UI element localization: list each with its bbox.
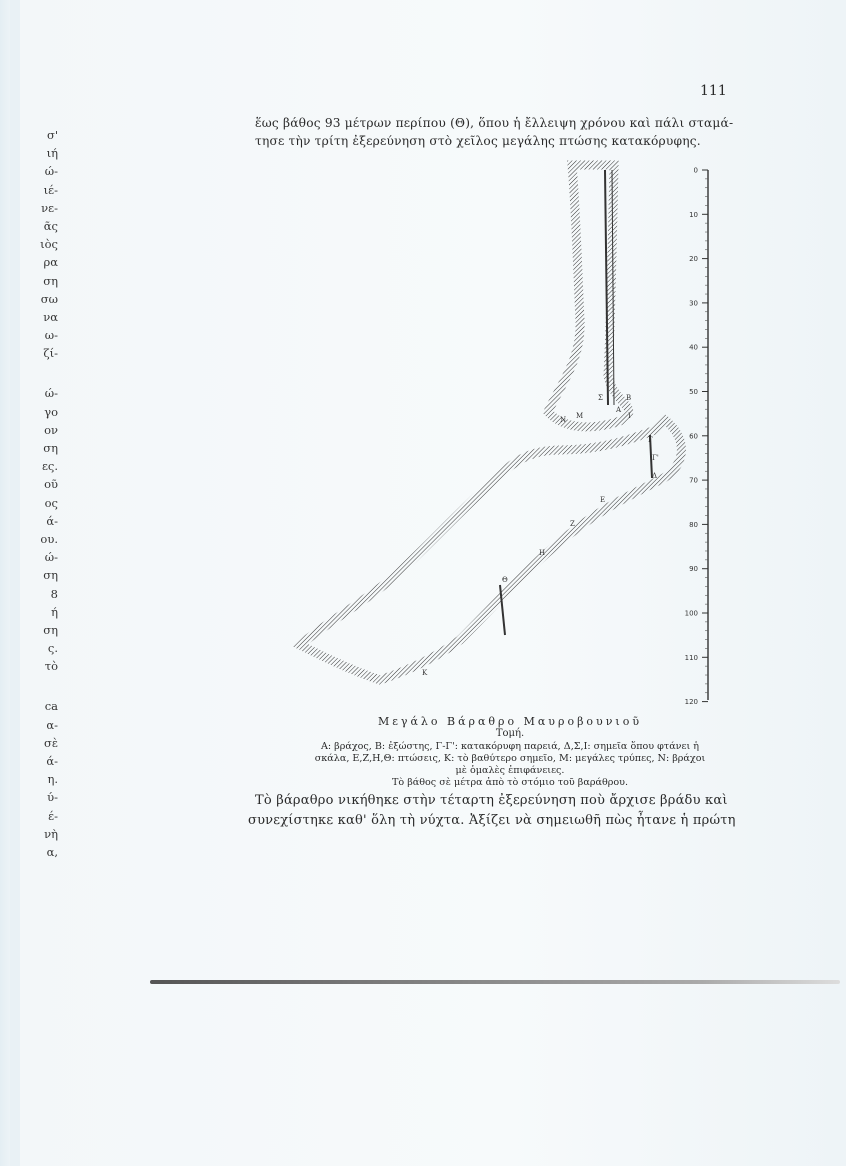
margin-fragment: ιὸς xyxy=(40,237,58,252)
figure-caption-subtitle: Τομή. xyxy=(495,728,525,739)
margin-fragment: ση xyxy=(43,568,58,583)
point-label-kappa: Κ xyxy=(422,669,428,677)
figure-caption-title: Μεγάλο Βάραθρο Μαυροβουνιοῦ xyxy=(377,715,643,728)
margin-fragment: γο xyxy=(44,404,58,419)
point-label-gamma: Γ xyxy=(648,436,653,444)
scale-label: 10 xyxy=(689,210,698,219)
scale-label: 90 xyxy=(689,565,698,574)
paragraph-bottom-line-2: συνεχίστηκε καθ' ὅλη τὴ νύχτα. Ἀξίζει νὰ σημειωθῆ πὼς ἦτανε ἡ πρώτη xyxy=(248,813,736,828)
figure-caption-line-2: σκάλα, Ε,Ζ,Η,Θ: πτώσεις, Κ: τὸ βαθύτερο σημεῖο, Μ: μεγάλες τρύπες, Ν: βράχοι xyxy=(314,753,706,764)
margin-fragment: α- xyxy=(46,717,58,732)
scale-label: 40 xyxy=(689,343,698,352)
scale-label: 50 xyxy=(689,388,698,396)
paragraph-top-line-2: τησε τὴν τρίτη ἐξερεύνηση στὸ χεῖλος μεγάλης πτώσης κατακόρυφης. xyxy=(255,134,701,148)
page-number: 111 xyxy=(700,83,727,99)
margin-fragment: οῦ xyxy=(44,477,58,492)
margin-fragment: σὲ xyxy=(43,735,58,750)
scale-label: 70 xyxy=(689,476,698,485)
point-label-zeta: Ζ xyxy=(570,520,575,528)
margin-fragment: η. xyxy=(47,772,58,787)
scale-label: 30 xyxy=(689,299,698,308)
scale-label: 80 xyxy=(689,520,698,529)
margin-fragment: ον xyxy=(44,422,58,437)
point-label-iota: Ι xyxy=(628,412,631,420)
margin-fragment: ιέ- xyxy=(43,182,58,197)
page-fold-shadow xyxy=(150,980,840,984)
point-label-delta: Δ xyxy=(652,472,658,480)
scale-label: 20 xyxy=(689,255,698,264)
margin-fragment: 8 xyxy=(50,586,58,601)
margin-fragment: έ- xyxy=(48,808,58,823)
point-label-theta: Θ xyxy=(502,576,508,584)
margin-fragment: ά- xyxy=(46,754,58,768)
margin-fragment: νε- xyxy=(41,200,58,215)
scale-label: 0 xyxy=(693,166,698,175)
margin-fragment: ση xyxy=(43,273,58,288)
scan-edge xyxy=(10,0,20,1166)
figure-caption-line-4: Τὸ βάθος σὲ μέτρα ἀπὸ τὸ στόμιο τοῦ βαράθρου. xyxy=(391,777,629,788)
point-label-beta: Β xyxy=(626,394,632,402)
margin-fragment: σ' xyxy=(46,128,58,142)
margin-fragment: νὴ xyxy=(44,826,58,841)
margin-fragment: ύ- xyxy=(47,790,58,805)
margin-fragment: ση xyxy=(43,441,58,455)
margin-fragment: ώ- xyxy=(44,386,58,401)
margin-fragment: ος xyxy=(44,495,58,510)
margin-text-fragments xyxy=(28,126,58,861)
margin-fragment: ώ- xyxy=(44,164,58,179)
point-label-epsilon: Ε xyxy=(600,496,606,504)
scale-label: 100 xyxy=(684,609,698,618)
point-label-sigma: Σ xyxy=(598,394,603,402)
paragraph-bottom-line-1: Τὸ βάραθρο νικήθηκε στὴν τέταρτη ἐξερεύνηση ποὺ ἄρχισε βράδυ καὶ xyxy=(255,793,728,808)
margin-fragment: ᾶς xyxy=(43,218,58,233)
margin-fragment: ή xyxy=(51,604,58,619)
margin-fragment: να xyxy=(43,309,58,324)
scale-label: 120 xyxy=(684,698,698,707)
margin-fragment: τὸ xyxy=(44,659,58,674)
paragraph-top-line-1: ἕως βάθος 93 μέτρων περίπου (Θ), ὅπου ἡ ἔλλειψη χρόνου καὶ πάλι σταμά- xyxy=(255,116,734,130)
cave-wall-hatching xyxy=(300,165,681,680)
figure-caption-line-1: Α: βράχος, Β: ἐξώστης, Γ-Γ': κατακόρυφη παρειά, Δ,Σ,Ι: σημεῖα ὅπου φτάνει ἡ xyxy=(320,741,700,752)
margin-fragment: σω xyxy=(40,291,58,306)
cave-section-diagram xyxy=(260,150,720,715)
margin-fragment: ώ- xyxy=(44,550,58,565)
point-label-alpha: Α xyxy=(616,406,622,414)
margin-fragment: ση xyxy=(43,622,58,637)
margin-fragment: ά- xyxy=(46,513,58,528)
point-label-eta: Η xyxy=(539,549,546,557)
margin-fragment: ca xyxy=(44,699,58,714)
point-label-nu: Ν xyxy=(560,416,567,424)
margin-fragment: α, xyxy=(46,844,58,859)
margin-fragment: ρα xyxy=(43,255,58,270)
margin-fragment: ιή xyxy=(46,146,58,161)
margin-fragment: ω- xyxy=(44,328,58,343)
point-label-gamma-prime: Γ' xyxy=(652,454,659,462)
figure-caption-line-3: μὲ ὁμαλὲς ἐπιφάνειες. xyxy=(455,765,565,776)
margin-fragment xyxy=(28,362,58,384)
scale-label: 60 xyxy=(689,432,698,441)
margin-fragment: ου. xyxy=(40,531,58,546)
margin-fragment: ες. xyxy=(41,459,58,474)
point-label-mu: Μ xyxy=(576,412,584,420)
margin-fragment: ς. xyxy=(47,641,58,656)
scale-label: 110 xyxy=(684,653,698,662)
depth-scale xyxy=(685,167,708,707)
margin-fragment xyxy=(28,675,58,697)
margin-fragment: ζί- xyxy=(43,346,58,361)
